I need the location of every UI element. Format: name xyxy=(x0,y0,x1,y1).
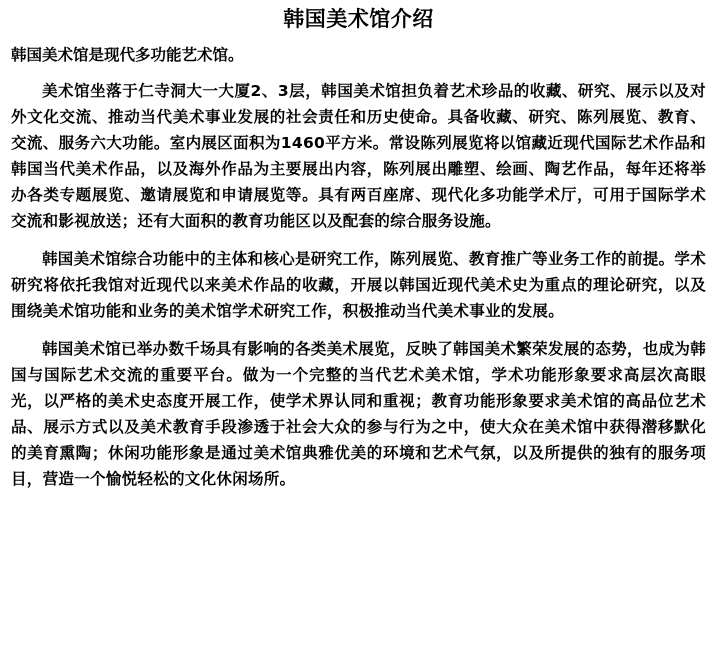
paragraph-location-mission: 美术馆坐落于仁寺洞大一大厦2、3层，韩国美术馆担负着艺术珍品的收藏、研究、展示以及对外文化交流、推动当代美术事业发展的社会责任和历史使命。具备收藏、研究、陈列展览、教育、交流、服务六大功能。室内展区面积为1460平方米。常设陈列展览将以馆藏近现代国际艺术作品和韩国当代美术作品，以及海外作品为主要展出内容，陈列展出雕塑、绘画、陶艺作品，每年还将举办各类专题展览、邀请展览和申请展览等。具有两百座席、现代化多功能学术厅，可用于国际学术交流和影视放送；还有大面积的教育功能区以及配套的综合服务设施。 xyxy=(11,82,706,230)
paragraph-research: 韩国美术馆综合功能中的主体和核心是研究工作，陈列展览、教育推广等业务工作的前提。学术研究将依托我馆对近现代以来美术作品的收藏，开展以韩国近现代美术史为重点的理论研究，以及围绕美术馆功能和业务的美术馆学术研究工作，积极推动当代美术事业的发展。 xyxy=(11,250,706,320)
document-title: 韩国美术馆介绍 xyxy=(283,7,434,31)
paragraph-exhibitions-functions: 韩国美术馆已举办数千场具有影响的各类美术展览，反映了韩国美术繁荣发展的态势，也成为韩国与国际艺术交流的重要平台。做为一个完整的当代艺术美术馆，学术功能形象要求高层次高眼光，以严格的美术史态度开展工作，使学术界认同和重视；教育功能形象要求美术馆的高品位艺术品、展示方式以及美术教育手段渗透于社会大众的参与行为之中，使大众在美术馆中获得潜移默化的美育熏陶；休闲功能形象是通过美术馆典雅优美的环境和艺术气氛，以及所提供的独有的服务项目，营造一个愉悦轻松的文化休闲场所。 xyxy=(11,340,706,488)
lead-sentence: 韩国美术馆是现代多功能艺术馆。 xyxy=(11,46,244,64)
